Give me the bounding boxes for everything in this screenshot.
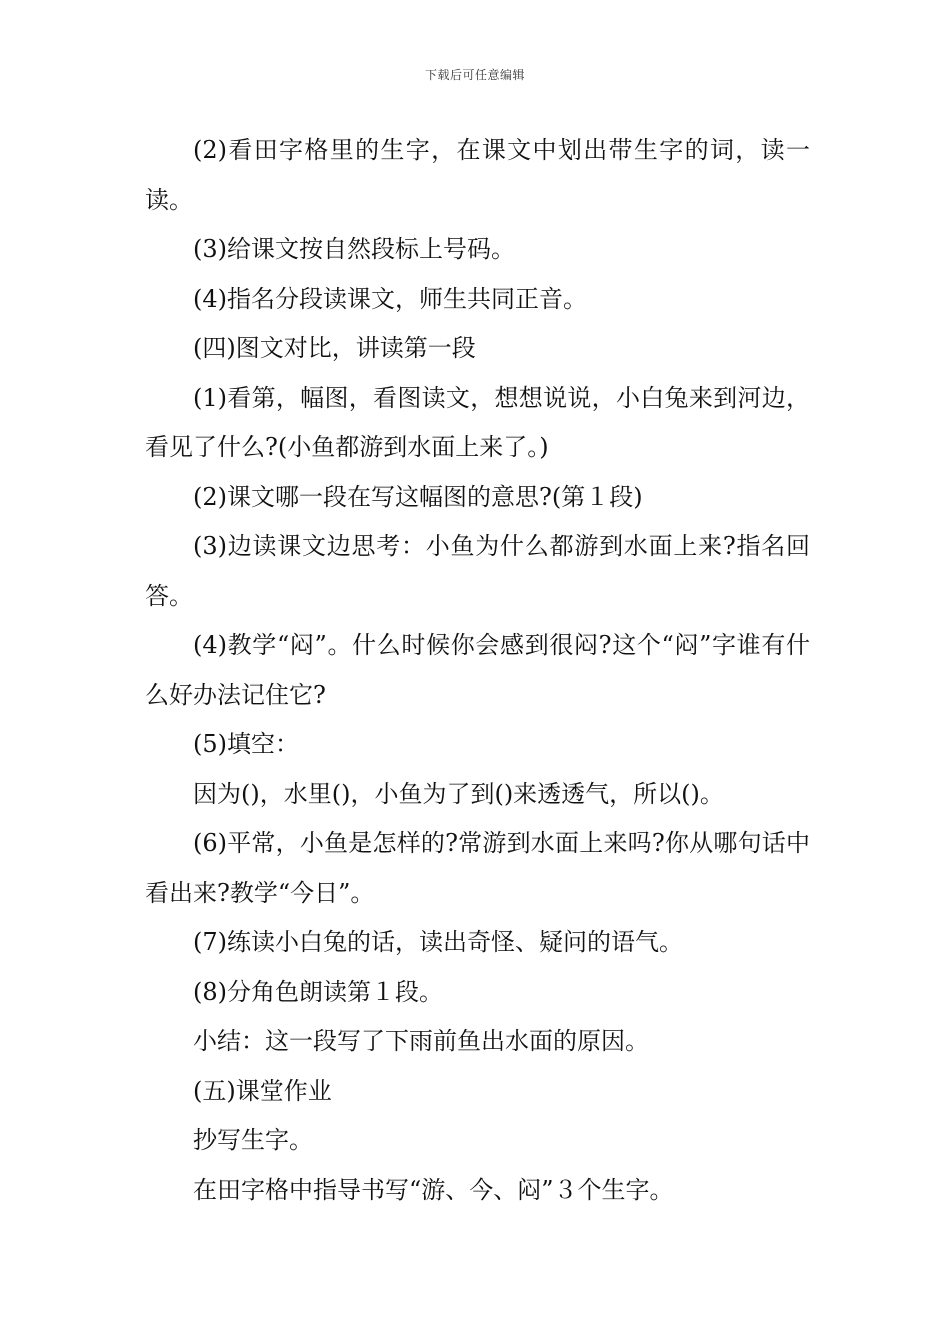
paragraph-5: (1)看第，幅图，看图读文，想想说说，小白兔来到河边，看见了什么?(小鱼都游到水面上来了。)	[145, 383, 810, 461]
paragraph-3: (4)指名分段读课文，师生共同正音。	[193, 284, 587, 313]
paragraph-17: 在田字格中指导书写“游、今、闷”３个生字。	[193, 1175, 674, 1204]
paragraph-1: (2)看田字格里的生字，在课文中划出带生字的词，读一读。	[145, 136, 810, 214]
paragraph-7: (3)边读课文边思考：小鱼为什么都游到水面上来?指名回答。	[145, 532, 810, 610]
paragraph-16: 抄写生字。	[193, 1126, 313, 1154]
paragraph-11: (6)平常，小鱼是怎样的?常游到水面上来吗?你从哪句话中看出来?教学“今日”。	[145, 829, 810, 907]
paragraph-12: (7)练读小白兔的话，读出奇怪、疑问的语气。	[193, 928, 683, 956]
paragraph-10: 因为()，水里()，小鱼为了到()来透透气，所以()。	[193, 779, 724, 808]
paragraph-9: (5)填空：	[193, 730, 299, 758]
summary-paragraph: 小结：这一段写了下雨前鱼出水面的原因。	[193, 1027, 649, 1055]
paragraph-8: (4)教学“闷”。什么时候你会感到很闷?这个“闷”字谁有什么好办法记住它?	[145, 631, 810, 709]
paragraph-13: (8)分角色朗读第１段。	[193, 977, 443, 1006]
page-header: 下载后可任意编辑	[424, 68, 525, 82]
section-heading-5: (五)课堂作业	[193, 1076, 332, 1105]
paragraph-2: (3)给课文按自然段标上号码。	[193, 235, 515, 263]
section-heading-4: (四)图文对比，讲读第一段	[193, 334, 476, 362]
paragraph-6: (2)课文哪一段在写这幅图的意思?(第１段)	[193, 482, 643, 511]
document-body	[145, 126, 810, 1215]
